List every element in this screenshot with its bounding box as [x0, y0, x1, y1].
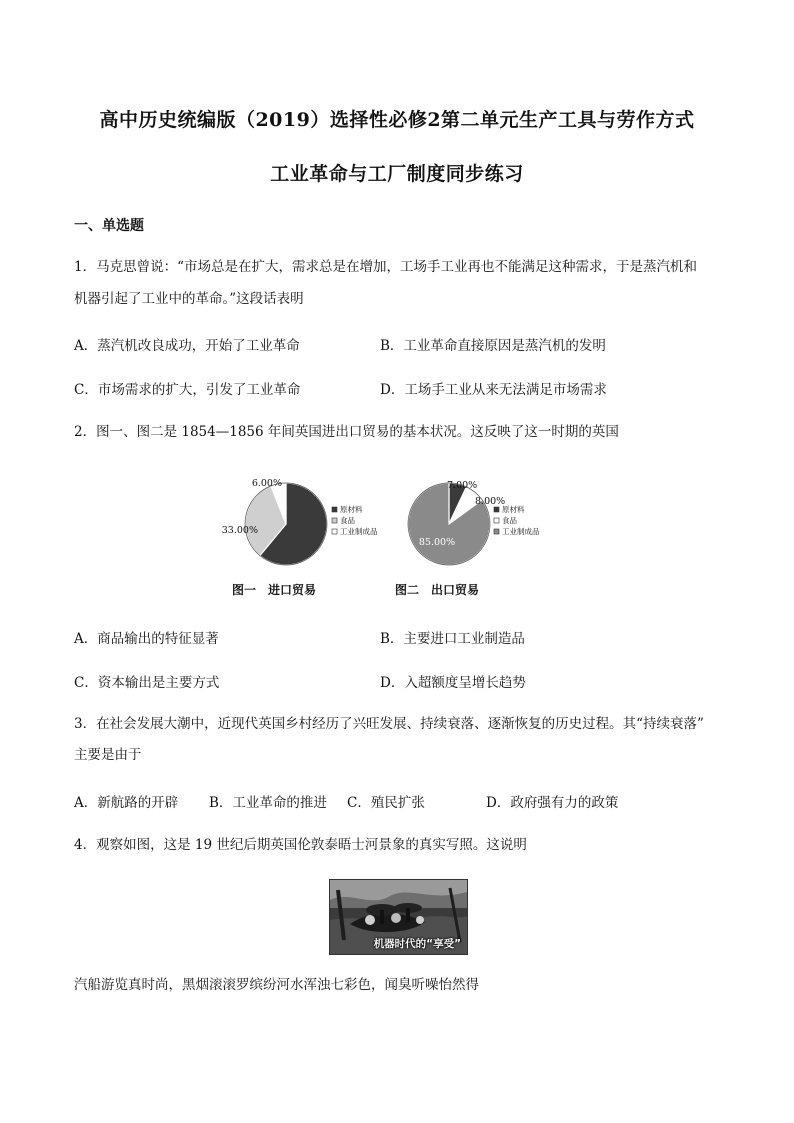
pie1-data-label-2: 33.00% — [221, 525, 258, 536]
pie2-legend-label-1: 原材料 — [502, 505, 525, 514]
q3-option-a: A．新航路的开辟 — [74, 795, 179, 811]
q4-stem: 4．观察如图，这是 19 世纪后期英国伦敦泰晤士河景象的真实写照。这说明 — [74, 837, 527, 853]
pie1-legend-swatch-2 — [332, 518, 337, 523]
pie-charts-svg — [221, 476, 564, 606]
q1-option-c: C．市场需求的扩大，引发了工业革命 — [74, 382, 301, 398]
section-heading: 一、单选题 — [74, 218, 144, 234]
q2-option-d: D．入超额度呈增长趋势 — [380, 675, 526, 691]
pie1-legend-swatch-3 — [332, 529, 337, 534]
document-subtitle: 工业革命与工厂制度同步练习 — [270, 163, 524, 185]
q2-option-c: C．资本输出是主要方式 — [74, 675, 220, 691]
q1-stem-line2: 机器引起了工业中的革命。”这段话表明 — [74, 291, 304, 307]
pie1-legend-label-3: 工业制成品 — [340, 527, 378, 536]
q1-option-a: A．蒸汽机改良成功，开始了工业革命 — [74, 338, 300, 354]
q4-description: 汽船游览真时尚，黑烟滚滚罗缤纷河水浑浊七彩色，闻臭听噪怡然得 — [74, 977, 479, 993]
pie2-legend-label-3: 工业制成品 — [502, 527, 540, 536]
q2-option-b: B．主要进口工业制造品 — [380, 631, 525, 647]
pie1-title: 图一 进口贸易 — [231, 583, 317, 597]
pie2-data-label-1: 7.00% — [447, 480, 478, 491]
q1-option-b: B．工业革命直接原因是蒸汽机的发明 — [380, 338, 606, 354]
q3-stem-line2: 主要是由于 — [74, 747, 142, 763]
pie1-data-label-3: 6.00% — [251, 478, 282, 489]
q3-option-d: D．政府强有力的政策 — [486, 795, 619, 811]
trade-pie-charts — [221, 476, 564, 606]
pie2-legend-label-2: 食品 — [502, 516, 517, 525]
pie2-title: 图二 出口贸易 — [394, 583, 480, 597]
pie2-legend-swatch-3 — [494, 529, 499, 534]
q1-option-d: D．工场手工业从来无法满足市场需求 — [380, 382, 607, 398]
q2-stem: 2．图一、图二是 1854—1856 年间英国进出口贸易的基本状况。这反映了这一时期的英国 — [74, 424, 619, 440]
pie1-data-label-1: 61.00% — [303, 576, 340, 587]
photo-caption: 机器时代的“享受” — [373, 938, 461, 950]
q3-option-b: B．工业革命的推进 — [209, 795, 327, 811]
document-title: 高中历史统编版（2019）选择性必修2第二单元生产工具与劳作方式 — [99, 109, 695, 131]
thames-cartoon-image — [329, 879, 468, 955]
pie1-legend-swatch-1 — [332, 507, 337, 512]
q1-stem-line1: 1．马克思曾说：“市场总是在扩大，需求总是在增加，工场手工业再也不能满足这种需求，于是蒸汽机和 — [74, 259, 697, 275]
pie2-data-label-3: 85.00% — [418, 537, 456, 548]
pie2-legend-swatch-2 — [494, 518, 499, 523]
pie1-legend-label-1: 原材料 — [340, 505, 363, 514]
q3-stem-line1: 3．在社会发展大潮中，近现代英国乡村经历了兴旺发展、持续衰落、逐渐恢复的历史过程。其“持续衰落” — [74, 716, 704, 732]
q2-option-a: A．商品输出的特征显著 — [74, 631, 219, 647]
q3-option-c: C．殖民扩张 — [347, 795, 425, 811]
pie2-legend-swatch-1 — [494, 507, 499, 512]
pie2-data-label-2: 8.00% — [475, 496, 506, 507]
pie1-legend-label-2: 食品 — [340, 516, 355, 525]
